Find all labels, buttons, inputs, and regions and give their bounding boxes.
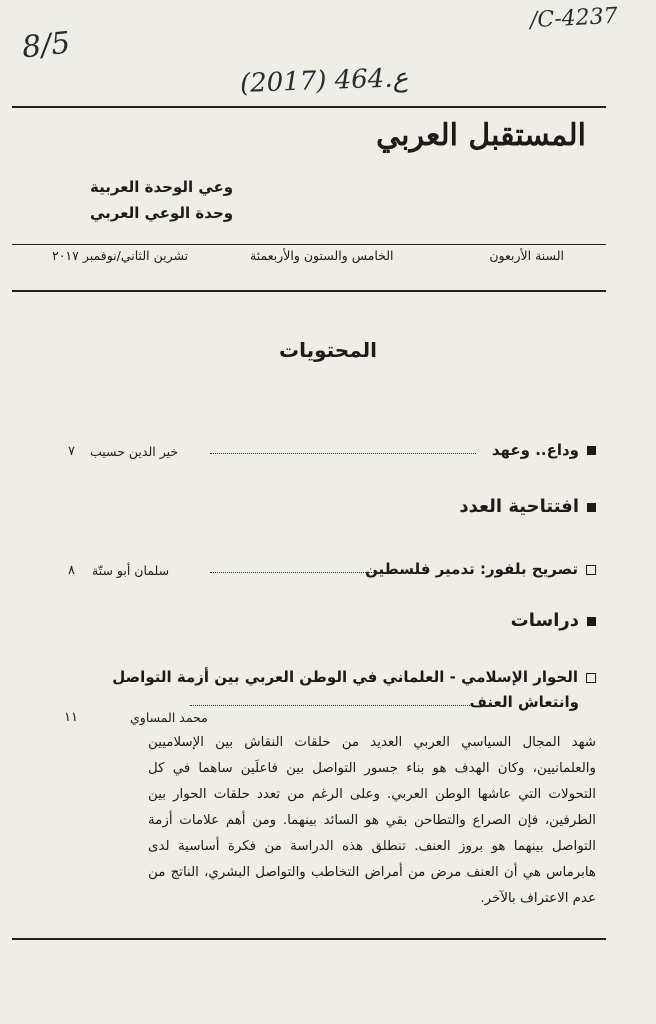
toc-entry-balfour[interactable] (60, 560, 596, 586)
toc-entry-author: محمد المساوي (130, 710, 208, 725)
toc-entry-dialogue[interactable] (60, 668, 596, 725)
handwritten-reference: /C-4237 (529, 3, 619, 34)
toc-entry-author: خير الدين حسيب (90, 444, 179, 459)
journal-title: المستقبل العربي (376, 118, 586, 153)
filled-square-bullet-icon (587, 446, 596, 455)
dot-leader (210, 453, 476, 454)
bottom-rule (12, 938, 606, 940)
contents-heading: المحتويات (278, 338, 377, 362)
toc-entry-farewell[interactable] (60, 441, 596, 467)
section-studies: دراسات (511, 610, 596, 631)
masthead-rule (12, 244, 606, 245)
toc-entry-author: سلمان أبو ستّة (92, 563, 170, 578)
open-square-bullet-icon (586, 673, 596, 683)
motto-line-1: وعي الوحدة العربية (90, 178, 234, 196)
section-editorial: افتتاحية العدد (459, 496, 596, 517)
toc-entry-page: ٧ (68, 444, 75, 459)
toc-entry-title: الحوار الإسلامي - العلماني في الوطن العربي بين أزمة التواصل (112, 668, 596, 686)
toc-entry-page: ١١ (64, 710, 78, 725)
handwritten-call-number: (2017) 464.ع (239, 63, 409, 99)
open-square-bullet-icon (586, 565, 596, 575)
dot-leader (190, 705, 470, 706)
toc-entry-title-line-2: وانتعاش العنف (469, 693, 579, 711)
filled-square-bullet-icon (587, 617, 596, 626)
motto-line-2: وحدة الوعي العربي (90, 204, 234, 222)
handwritten-fraction: 8/5 (20, 25, 72, 66)
top-rule (12, 106, 606, 108)
issue-rule (12, 290, 606, 292)
toc-entry-page: ٨ (68, 563, 75, 578)
filled-square-bullet-icon (587, 503, 596, 512)
article-abstract: شهد المجال السياسي العربي العديد من حلقات النقاش بين الإسلاميين والعلمانيين، وكان الهدف هو بناء جسور التواصل بين فاعلَين ساهما في كل التحولات التي عاشها الوطن العربي. وعلى الرغم من تعدد حلقات الحوار بين الطرفين، فإن الصراع والتطاحن بقي هو السائد بينهما. ومن أهم علامات أزمة التواصل بينهما هو بروز العنف. تنطلق هذه الدراسة من فكرة أساسية لدى هابرماس هي أن العنف مرض من أمراض التخاطب والتواصل البشري، الناتج من عدم الاعتراف بالآخر. (148, 735, 596, 906)
issue-year: السنة الأربعون (489, 248, 564, 263)
issue-date: تشرين الثاني/نوفمبر ٢٠١٧ (52, 248, 189, 263)
issue-number: الخامس والستون والأربعمئة (250, 248, 394, 263)
toc-entry-title: تصريح بلفور: تدمير فلسطين (365, 560, 596, 578)
toc-entry-title: وداع.. وعهد (492, 441, 596, 459)
dot-leader (210, 572, 378, 573)
